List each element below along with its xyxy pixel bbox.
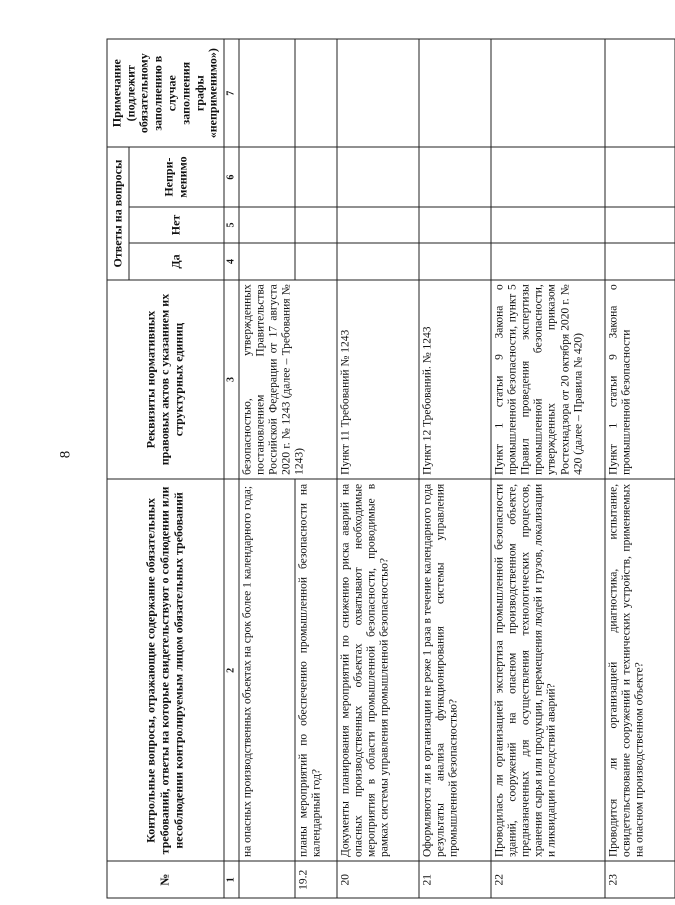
row-number [239,862,295,899]
col-number: 3 [224,280,239,480]
checklist-table [107,39,675,899]
table-row [491,39,605,898]
header-question: Контрольные вопросы, отражающие содержание обязательных требований, ответы на которые свидетельствуют о соблюдении или несоблюдении контролируемым лицом обязательных требований [107,479,224,861]
row-question: планы мероприятий по обеспечению промышленной безопасности на календарный год? [295,479,337,861]
page-number: 8 [57,450,74,459]
answer-na-cell [491,147,605,206]
table-row [239,39,295,898]
header-yes: Да [129,243,224,280]
answer-na-cell [295,147,337,206]
answer-yes-cell [337,243,419,280]
col-number: 2 [224,479,239,861]
row-requisites: Пункт 11 Требований № 1243 [337,280,419,480]
answer-na-cell [605,147,675,206]
table-row [419,39,491,898]
row-question: на опасных производственных объектах на срок более 1 календарного года; [239,479,295,861]
answer-no-cell [239,207,295,244]
header-no-answer: Нет [129,207,224,244]
note-cell [295,39,337,147]
answer-na-cell [337,147,419,206]
answer-no-cell [605,207,675,244]
note-cell [337,39,419,147]
row-number: 23 [605,862,675,899]
row-requisites: Пункт 1 статьи 9 Закона о промышленной безопасности [605,280,675,480]
col-number: 7 [224,39,239,147]
note-cell [605,39,675,147]
column-number-row [224,39,239,898]
row-requisites: Пункт 1 статьи 9 Закона о промышленной безопасности, пункт 5 Правил проведения экспертизы промышленной безопасности, утвержденных приказом Ростехнадзора от 20 октября 2020 г. № 420 (далее – Правила № 420) [491,280,605,480]
header-requisites: Реквизиты нормативных правовых актов с указанием их структурных единиц [107,280,224,480]
row-requisites: безопасностью, утвержденных постановлением Правительства Российской Федерации от 17 августа 2020 г. № 1243 (далее – Требования № 1243) [239,280,337,480]
row-question: Проводится ли организацией диагностика, испытание, освидетельствование сооружений и технических устройств, применяемых на опасном производственном объекте? [605,479,675,861]
answer-no-cell [337,207,419,244]
answer-no-cell [419,207,491,244]
header-not-applicable: Непри-менимо [129,147,224,206]
rotated-table-container [107,39,646,899]
table-row [337,39,419,898]
answer-no-cell [491,207,605,244]
table-row [605,39,675,898]
row-number: 21 [419,862,491,899]
col-number: 4 [224,243,239,280]
answer-na-cell [239,147,295,206]
note-cell [419,39,491,147]
header-note: Примечание (подлежит обязательному заполнению в случае заполнения графы «неприменимо») [107,39,224,147]
header-answers: Ответы на вопросы [107,147,129,279]
answer-no-cell [295,207,337,244]
row-number: 20 [337,862,419,899]
note-cell [491,39,605,147]
header-no: № [107,862,224,899]
answer-yes-cell [239,243,295,280]
answer-yes-cell [491,243,605,280]
col-number: 6 [224,147,239,206]
row-question: Проводилась ли организацией экспертиза промышленной безопасности зданий, сооружений на опасном производственном объекте, предназначенных для осуществления технологических процессов, хранения сырья или продукции, перемещения людей и грузов, локализации и ликвидации последствий аварий? [491,479,605,861]
row-number: 22 [491,862,605,899]
answer-yes-cell [295,243,337,280]
answer-yes-cell [605,243,675,280]
row-requisites: Пункт 12 Требований. № 1243 [419,280,491,480]
row-question: Документы планирования мероприятий по снижению риска аварий на опасных производственных объектах охватывают необходимые мероприятия в области промышленной безопасности, проводимые в рамках системы управления промышленной безопасностью? [337,479,419,861]
row-number: 19.2 [295,862,337,899]
col-number: 1 [224,862,239,899]
note-cell [239,39,295,147]
answer-na-cell [419,147,491,206]
row-question: Оформляются ли в организации не реже 1 раза в течение календарного года результаты анализа функционирования системы управления промышленной безопасностью? [419,479,491,861]
answer-yes-cell [419,243,491,280]
col-number: 5 [224,207,239,244]
